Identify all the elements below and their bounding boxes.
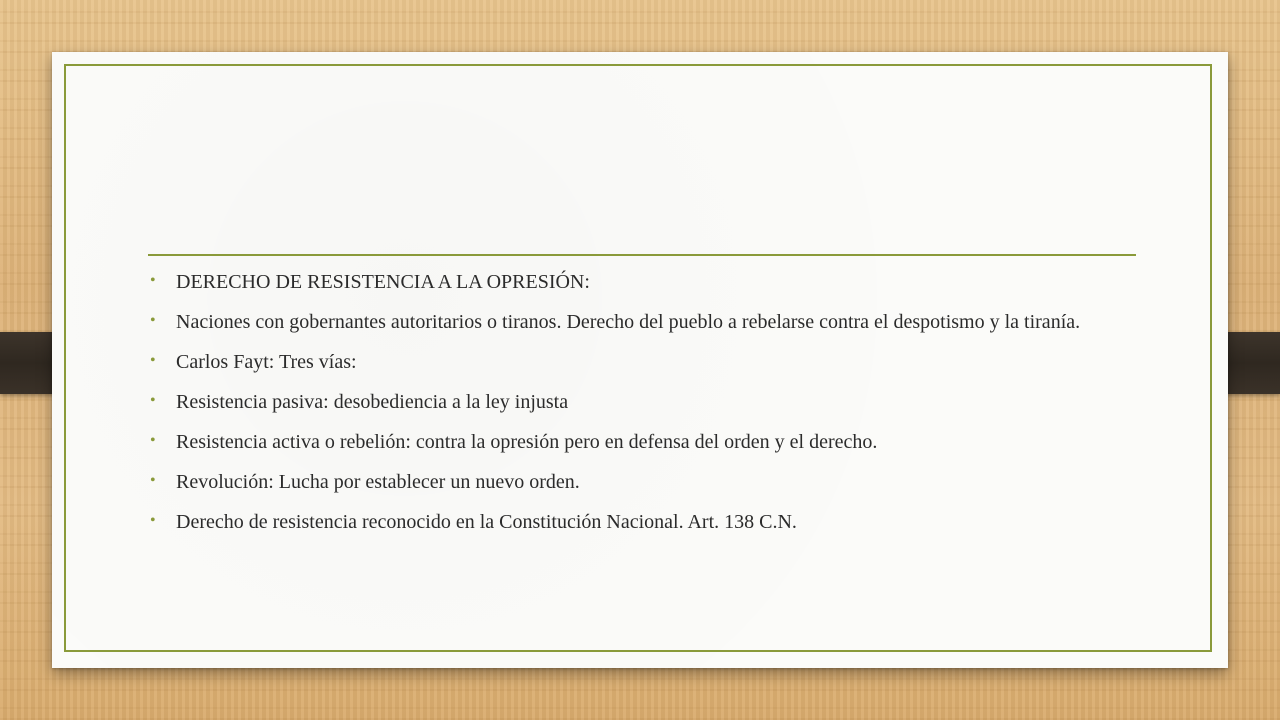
bullet-text: DERECHO DE RESISTENCIA A LA OPRESIÓN: (176, 271, 590, 293)
bullet-icon: • (150, 392, 156, 409)
bullet-text: Resistencia activa o rebelión: contra la opresión pero en defensa del orden y el derecho. (176, 431, 878, 453)
title-divider (148, 254, 1136, 256)
bullet-text: Resistencia pasiva: desobediencia a la ley injusta (176, 391, 569, 413)
bullet-text: Naciones con gobernantes autoritarios o tiranos. Derecho del pueblo a rebelarse contra el despotismo y la tiranía. (176, 311, 1081, 333)
bullet-icon: • (150, 312, 156, 329)
bullet-item (150, 390, 1130, 414)
slide-paper (52, 52, 1228, 668)
bullet-icon: • (150, 432, 156, 449)
bullet-list (150, 270, 1130, 550)
bullet-text: Carlos Fayt: Tres vías: (176, 351, 357, 373)
bullet-text: Derecho de resistencia reconocido en la Constitución Nacional. Art. 138 C.N. (176, 511, 797, 533)
bullet-icon: • (150, 272, 156, 289)
bullet-icon: • (150, 472, 156, 489)
bullet-text: Revolución: Lucha por establecer un nuevo orden. (176, 471, 580, 493)
bullet-item (150, 430, 1130, 454)
bullet-icon: • (150, 512, 156, 529)
bullet-item (150, 470, 1130, 494)
bullet-item (150, 510, 1130, 534)
bullet-item (150, 270, 1130, 294)
bullet-item (150, 350, 1130, 374)
bullet-icon: • (150, 352, 156, 369)
bullet-item (150, 310, 1130, 334)
